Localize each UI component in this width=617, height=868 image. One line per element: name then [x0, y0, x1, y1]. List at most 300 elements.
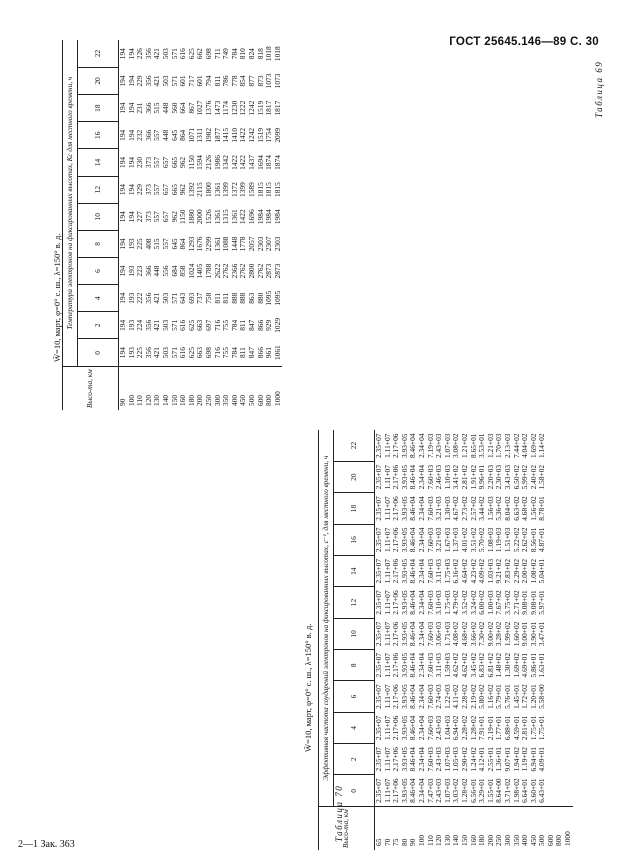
value-cell: 1422 [229, 155, 239, 170]
value-cell: 356 [143, 48, 153, 60]
value-cell: 194 [118, 211, 127, 223]
value-cell: 962 [178, 184, 188, 196]
value-cell: 6.63+02 [511, 496, 521, 521]
value-cell: 2099 [272, 127, 282, 143]
value-cell: 858 [178, 265, 188, 277]
table69-hour-header: 0 [78, 339, 119, 367]
altitude-cell: 400 [521, 807, 530, 850]
value-cell: 3.93+05 [399, 747, 409, 772]
table-row [274, 40, 283, 410]
value-cell: 664 [178, 102, 188, 114]
value-cell: 616 [178, 48, 188, 60]
value-cell: 1.11+07 [382, 778, 392, 803]
value-cell: 3.93+05 [399, 715, 409, 741]
value-cell: 2057 [246, 236, 256, 252]
value-cell: 2303 [255, 236, 265, 252]
value-cell: 2000 [195, 209, 205, 225]
value-cell [555, 556, 564, 587]
value-cell: 2.71+02 [511, 590, 521, 615]
value-cell: 1242 [246, 100, 256, 116]
value-cell: 222 [135, 292, 145, 304]
value-cell [564, 461, 573, 492]
value-cell: 2.17+06 [391, 652, 401, 678]
altitude-cell: 110 [136, 367, 145, 410]
value-cell: 864 [178, 238, 188, 250]
value-cell: 6.00+02 [477, 590, 487, 615]
value-cell: 824 [246, 48, 256, 60]
value-cell: 866 [255, 347, 265, 359]
value-cell: 1874 [264, 155, 274, 170]
value-cell: 503 [160, 75, 170, 87]
value-cell: 847 [246, 319, 256, 331]
value-cell: 1.48+02 [494, 652, 504, 678]
value-cell [555, 461, 564, 492]
value-cell: 811 [212, 75, 222, 87]
value-cell: 717 [186, 75, 196, 87]
value-cell: 625 [186, 48, 196, 60]
value-cell: 1361 [229, 209, 239, 225]
value-cell: 194 [118, 75, 127, 87]
value-cell: 2.17+06 [391, 621, 401, 647]
value-cell: 8.65+01 [468, 433, 478, 458]
value-cell: 6.94+01 [528, 747, 538, 772]
value-cell: 755 [221, 347, 231, 359]
value-cell: 5.99+02 [520, 464, 530, 490]
value-cell: 8.04+02 [502, 496, 512, 521]
value-cell: 3.29+01 [477, 778, 487, 803]
value-cell: 1.24+02 [468, 747, 478, 772]
value-cell: 1150 [178, 209, 188, 225]
value-cell: 1800 [203, 182, 213, 197]
value-cell: 1.69+02 [528, 433, 538, 458]
value-cell [547, 587, 556, 618]
value-cell: 6.88+01 [502, 715, 512, 741]
value-cell: 1073 [264, 73, 274, 89]
altitude-cell: 800 [555, 807, 564, 850]
value-cell: 6.56+01 [468, 778, 478, 803]
value-cell [547, 712, 556, 743]
value-cell: 2.35+07 [374, 747, 383, 772]
value-cell: 684 [169, 265, 179, 277]
value-cell: 6.43+01 [537, 778, 547, 803]
value-cell: 1.63+01 [537, 652, 547, 678]
value-cell [547, 681, 556, 712]
value-cell: 4.62+02 [451, 652, 461, 678]
value-cell: 2.34+04 [416, 621, 426, 647]
value-cell: 6.50+02 [511, 464, 521, 490]
value-cell: 9.00+01 [520, 621, 530, 647]
value-cell: 2.29+02 [511, 558, 521, 584]
value-cell: 1405 [195, 263, 205, 279]
table-row [564, 430, 573, 850]
value-cell: 7.60+03 [425, 747, 435, 772]
value-cell: 8.46+04 [408, 778, 418, 803]
value-cell [547, 775, 556, 807]
value-cell: 3.28+02 [494, 621, 504, 647]
value-cell: 601 [178, 75, 188, 87]
value-cell: 1230 [229, 100, 239, 116]
value-cell [547, 556, 556, 587]
value-cell: 3.11+03 [434, 653, 444, 678]
value-cell: 1.11+07 [382, 527, 392, 552]
value-cell: 2.17+06 [391, 527, 401, 553]
value-cell: 2.35+07 [374, 778, 383, 803]
value-cell: 749 [221, 48, 231, 60]
value-cell: 1.05+03 [451, 747, 461, 772]
value-cell: 557 [152, 129, 162, 141]
value-cell: 5.36+02 [494, 496, 504, 521]
value-cell: 373 [143, 184, 153, 196]
value-cell: 1.11+07 [382, 715, 392, 741]
value-cell: 1399 [238, 182, 248, 197]
value-cell: 1815 [272, 182, 282, 197]
value-cell: 877 [246, 75, 256, 87]
value-cell [547, 524, 556, 555]
value-cell: 8.46+04 [408, 433, 418, 458]
value-cell: 3.51+02 [468, 527, 478, 553]
value-cell: 2762 [255, 263, 265, 279]
value-cell: 9.08+01 [520, 590, 530, 615]
table-row [555, 430, 564, 850]
value-cell [555, 524, 564, 555]
altitude-cell: 350 [513, 807, 522, 850]
value-cell: 2115 [195, 182, 205, 197]
value-cell: 3.03+02 [451, 778, 461, 803]
value-cell: 7.60+03 [425, 527, 435, 553]
table70-hour-header: 18 [334, 493, 375, 524]
value-cell: 1.91+02 [468, 464, 478, 490]
value-cell: 1594 [195, 155, 205, 170]
page-header: ГОСТ 25645.146—89 С. 30 [449, 36, 599, 48]
value-cell [555, 681, 564, 712]
value-cell: 6.16+02 [451, 558, 461, 584]
altitude-cell: 90 [409, 807, 418, 850]
value-cell: 503 [160, 347, 170, 359]
value-cell: 503 [160, 48, 170, 60]
value-cell: 1342 [221, 155, 231, 170]
value-cell: 657 [160, 156, 170, 168]
value-cell: 888 [229, 292, 239, 304]
value-cell: 2.35+07 [374, 590, 383, 615]
value-cell: 1.21+03 [485, 433, 495, 458]
value-cell: 1.07+03 [442, 433, 452, 458]
value-cell: 5.22+02 [511, 527, 521, 553]
value-cell: 2.17+06 [391, 496, 401, 521]
value-cell: 2.34+04 [416, 715, 426, 741]
value-cell: 556 [160, 265, 170, 277]
value-cell: 1.75+01 [528, 715, 538, 741]
value-cell: 4.69+01 [520, 652, 530, 678]
value-cell: 557 [152, 156, 162, 168]
value-cell: 421 [152, 48, 162, 60]
value-cell: 7.60+03 [425, 684, 435, 709]
value-cell: 2.20+03 [485, 464, 495, 490]
value-cell: 3.52+02 [459, 590, 469, 615]
value-cell: 5.97+01 [537, 590, 547, 615]
value-cell: 1519 [255, 127, 265, 143]
value-cell [547, 650, 556, 681]
value-cell: 2.17+06 [391, 747, 401, 772]
value-cell: 557 [160, 238, 170, 250]
value-cell: 503 [160, 319, 170, 331]
value-cell: 1.03+03 [485, 558, 495, 584]
value-cell: 961 [264, 347, 274, 359]
table70-hour-header: 12 [334, 587, 375, 618]
value-cell: 1242 [246, 127, 256, 143]
value-cell [564, 712, 573, 743]
value-cell: 4.87+01 [537, 527, 547, 553]
value-cell: 3.47+01 [537, 621, 547, 647]
value-cell: 1778 [238, 236, 248, 252]
value-cell: 1088 [221, 236, 231, 252]
value-cell: 1.14+02 [537, 433, 547, 458]
value-cell: 1877 [212, 127, 222, 143]
value-cell: 2.35+07 [374, 652, 383, 678]
value-cell: 811 [238, 319, 248, 331]
value-cell: 1.19+02 [520, 747, 530, 772]
value-cell: 929 [264, 319, 274, 331]
value-cell [555, 650, 564, 681]
table70-hour-header: 14 [334, 556, 375, 587]
value-cell: 1061 [272, 345, 282, 361]
value-cell: 3.06+03 [434, 621, 444, 647]
value-cell: 2366 [229, 263, 239, 279]
value-cell: 571 [169, 48, 179, 60]
value-cell: 3.93+05 [399, 433, 409, 458]
table69-hour-header: 12 [78, 176, 119, 203]
table69-hour-header: 18 [78, 95, 119, 122]
value-cell: 3.45+02 [468, 652, 478, 678]
value-cell: 8.46+04 [408, 652, 418, 678]
value-cell: 1027 [195, 100, 205, 116]
value-cell: 7.60+03 [425, 558, 435, 584]
value-cell: 3.60+01 [528, 778, 538, 803]
value-cell: 7.60+03 [425, 652, 435, 678]
value-cell: 2.43+03 [434, 433, 444, 458]
altitude-cell: 130 [444, 807, 453, 850]
value-cell: 1029 [272, 317, 282, 333]
value-cell: 737 [195, 292, 205, 304]
value-cell: 9.07+01 [502, 747, 512, 772]
value-cell: 1.11+07 [382, 621, 392, 646]
value-cell: 2.57+02 [468, 496, 478, 521]
value-cell: 2.19+01 [485, 715, 495, 741]
table70-hour-header: 4 [334, 712, 375, 743]
value-cell: 515 [152, 238, 162, 250]
altitude-cell: 120 [435, 807, 444, 850]
altitude-cell: 250 [205, 367, 214, 410]
altitude-cell: 90 [119, 367, 128, 410]
value-cell: 193 [126, 238, 136, 250]
value-cell: 698 [203, 347, 213, 359]
value-cell: 1.11+07 [382, 590, 392, 615]
value-cell: 503 [160, 292, 170, 304]
value-cell: 194 [118, 184, 127, 196]
value-cell: 866 [255, 319, 265, 331]
value-cell: 1.07+03 [442, 778, 452, 803]
value-cell: 2.17+06 [391, 558, 401, 584]
value-cell: 880 [255, 292, 265, 304]
value-cell: 421 [152, 347, 162, 359]
value-cell [547, 493, 556, 524]
value-cell [564, 618, 573, 649]
value-cell: 6.81+02 [485, 652, 495, 678]
value-cell: 421 [152, 319, 162, 331]
value-cell: 645 [169, 238, 179, 250]
value-cell [564, 493, 573, 524]
value-cell: 7.83+02 [502, 558, 512, 584]
altitude-cell: 250 [495, 807, 504, 850]
value-cell: 4.68+02 [520, 496, 530, 521]
value-cell: 2.81+01 [520, 715, 530, 741]
value-cell: 3.10+03 [434, 590, 444, 615]
value-cell: 1.55+01 [485, 778, 495, 803]
value-cell: 226 [135, 48, 145, 60]
altitude-cell: 600 [257, 367, 266, 410]
value-cell: 223 [135, 265, 145, 277]
value-cell: 873 [255, 75, 265, 87]
value-cell: 194 [126, 184, 136, 196]
table69-hour-header: 8 [78, 230, 119, 257]
value-cell: 2.34+04 [416, 527, 426, 553]
value-cell [555, 618, 564, 649]
table70-hour-header: 16 [334, 524, 375, 555]
value-cell: 194 [126, 75, 136, 87]
value-cell: 1526 [203, 209, 213, 225]
value-cell: 5.70+02 [477, 527, 487, 553]
value-cell: 421 [152, 292, 162, 304]
value-cell: 194 [126, 211, 136, 223]
value-cell: 888 [238, 292, 248, 304]
value-cell: 2.34+04 [416, 558, 426, 584]
value-cell: 1.45+01 [511, 684, 521, 709]
value-cell: 616 [178, 319, 188, 331]
table69-hour-header: 14 [78, 149, 119, 176]
value-cell: 515 [152, 102, 162, 114]
table70-hour-header: 6 [334, 681, 375, 712]
table-69-label: Таблица 69 [594, 60, 604, 118]
value-cell: 194 [126, 102, 136, 114]
value-cell: 1.11+07 [382, 496, 392, 521]
value-cell: 2.17+06 [391, 590, 401, 615]
value-cell: 1.71+03 [442, 621, 452, 647]
value-cell: 1.59+03 [442, 652, 452, 678]
value-cell: 1.08+02 [528, 558, 538, 584]
table70-hour-header: 2 [334, 744, 375, 775]
value-cell: 193 [126, 319, 136, 331]
value-cell: 356 [143, 75, 153, 87]
value-cell: 225 [135, 347, 145, 359]
value-cell: 7.47+03 [425, 778, 435, 803]
value-cell: 356 [143, 347, 153, 359]
table-69-alt-header: Высо-та, км [63, 367, 119, 410]
altitude-cell: 130 [153, 367, 162, 410]
value-cell: 1.58+02 [537, 464, 547, 490]
value-cell: 1.99+02 [502, 621, 512, 647]
value-cell: 4.23+02 [468, 558, 478, 584]
value-cell: 356 [143, 292, 153, 304]
value-cell: 784 [229, 48, 239, 60]
value-cell: 194 [126, 129, 136, 141]
value-cell: 811 [238, 347, 248, 359]
value-cell: 1986 [212, 155, 222, 170]
value-cell: 2.62+02 [520, 527, 530, 553]
value-cell: 560 [169, 102, 179, 114]
value-cell: 1817 [272, 100, 282, 116]
value-cell: 625 [186, 319, 196, 331]
table-70 [318, 430, 573, 850]
altitude-cell: 120 [145, 367, 154, 410]
value-cell: 8.46+04 [408, 621, 418, 647]
value-cell: 5.79+01 [494, 684, 504, 709]
value-cell: 4.12+01 [477, 747, 487, 772]
value-cell: 4.09+02 [477, 558, 487, 584]
value-cell: 1361 [212, 182, 222, 197]
altitude-cell: 140 [162, 367, 171, 410]
value-cell: 2.81+02 [459, 464, 469, 490]
value-cell: 657 [160, 211, 170, 223]
value-cell: 1.77+01 [494, 715, 504, 741]
value-cell: 1.11+07 [382, 653, 392, 678]
table-row [547, 430, 556, 850]
value-cell: 229 [135, 184, 145, 196]
value-cell: 2.74+03 [434, 684, 444, 709]
value-cell [564, 587, 573, 618]
value-cell: 665 [169, 156, 179, 168]
value-cell: 1788 [203, 263, 213, 279]
value-cell: 2.43+03 [434, 778, 444, 803]
value-cell: 571 [169, 75, 179, 87]
value-cell: 662 [195, 48, 205, 60]
value-cell: 716 [212, 319, 222, 331]
value-cell: 2.35+07 [374, 527, 383, 553]
table69-hour-header: 2 [78, 312, 119, 339]
value-cell: 1984 [272, 209, 282, 225]
table-70-label-main: Таблица 70 [334, 784, 344, 842]
value-cell: 1.75+03 [442, 558, 452, 584]
value-cell [555, 493, 564, 524]
value-cell [547, 461, 556, 492]
value-cell: 194 [118, 156, 127, 168]
value-cell: 1.60+02 [511, 621, 521, 647]
value-cell: 697 [203, 319, 213, 331]
value-cell: 227 [135, 211, 145, 223]
value-cell: 3.93+05 [399, 590, 409, 615]
value-cell: 794 [203, 75, 213, 87]
value-cell: 7.60+03 [425, 590, 435, 615]
value-cell: 4.11+02 [451, 684, 461, 709]
value-cell: 1361 [212, 236, 222, 252]
value-cell: 5.80+02 [477, 684, 487, 709]
value-cell: 778 [229, 75, 239, 87]
value-cell: 810 [238, 48, 248, 60]
value-cell: 8.46+04 [408, 558, 418, 584]
table-69-group-header: Температура электронов на фиксированных высотах, Кс для местного времени, ч [63, 40, 78, 367]
value-cell: 755 [221, 319, 231, 331]
altitude-cell: 350 [222, 367, 231, 410]
altitude-cell: 1000 [274, 367, 283, 410]
value-cell: 1422 [238, 209, 248, 225]
value-cell: 1.72+02 [520, 684, 530, 709]
value-cell: 366 [143, 102, 153, 114]
value-cell: 1.30+02 [502, 652, 512, 678]
altitude-cell: 80 [401, 807, 410, 850]
value-cell: 1694 [255, 155, 265, 170]
value-cell: 2.43+03 [434, 747, 444, 772]
value-cell: 1.75+01 [537, 715, 547, 741]
value-cell: 7.60+03 [425, 464, 435, 490]
altitude-cell: 200 [487, 807, 496, 850]
